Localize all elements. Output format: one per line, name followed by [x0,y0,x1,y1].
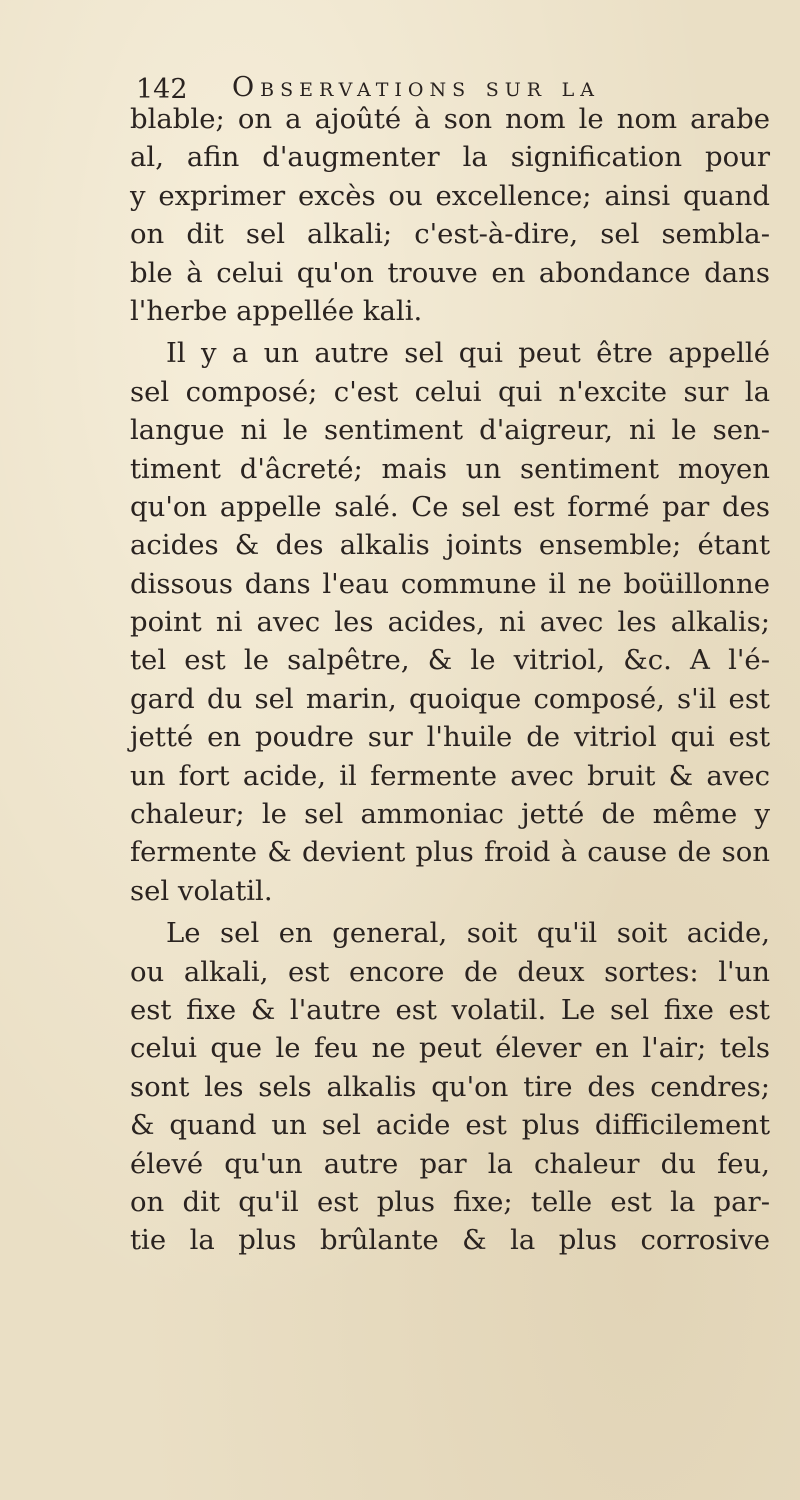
text-line: jetté en poudre sur l'huile de vitriol qui est [130,721,770,754]
text-line: langue ni le sentiment d'aigreur, ni le sen- [130,414,770,447]
text-line: on dit sel alkali; c'est-à-dire, sel sembla- [130,218,770,251]
text-line: tel est le salpêtre, & le vitriol, &c. A l'é- [130,644,770,677]
text-line: blable; on a ajoûté à son nom le nom arabe [130,103,770,135]
text-line: chaleur; le sel ammoniac jetté de même y [130,798,770,831]
text-line: gard du sel marin, quoique composé, s'il est [130,682,770,715]
text-line: sel volatil. [130,874,273,907]
text-line: qu'on appelle salé. Ce sel est formé par des [130,490,770,523]
text-line: Il y a un autre sel qui peut être appellé [166,337,770,370]
text-line: élevé qu'un autre par la chaleur du feu, [130,1147,770,1180]
page-number: 142 [136,74,188,105]
text-line: dissous dans l'eau commune il ne boüillonne [130,567,770,600]
body-text [130,100,770,1260]
text-line: ble à celui qu'on trouve en abondance dans [130,256,770,289]
paragraph-1 [130,100,770,330]
text-line: Le sel en general, soit qu'il soit acide, [166,917,770,950]
text-line: al, afin d'augmenter la signification pour [130,141,770,174]
text-line: un fort acide, il fermente avec bruit & avec [130,759,770,792]
text-line: celui que le feu ne peut élever en l'air; tels [130,1032,770,1065]
text-line: acides & des alkalis joints ensemble; étant [130,529,770,562]
text-line: y exprimer excès ou excellence; ainsi quand [130,179,770,212]
text-line: on dit qu'il est plus fixe; telle est la par- [130,1185,770,1218]
text-line: sont les sels alkalis qu'on tire des cendres; [130,1070,770,1103]
paragraph-3 [130,914,770,1260]
text-line: point ni avec les acides, ni avec les alkalis; [130,606,770,639]
text-line: est fixe & l'autre est volatil. Le sel fixe est [130,993,770,1026]
text-line: ou alkali, est encore de deux sortes: l'un [130,955,770,988]
text-line: sel composé; c'est celui qui n'excite sur la [130,375,770,408]
text-line: timent d'âcreté; mais un sentiment moyen [130,452,770,485]
text-line: fermente & devient plus froid à cause de son [130,836,770,869]
running-head: Observations sur la [232,72,600,103]
text-line: & quand un sel acide est plus difficilement [130,1109,770,1142]
text-line: l'herbe appellée kali. [130,294,423,327]
paragraph-2 [130,334,770,910]
text-line: tie la plus brûlante & la plus corrosive [130,1224,770,1257]
